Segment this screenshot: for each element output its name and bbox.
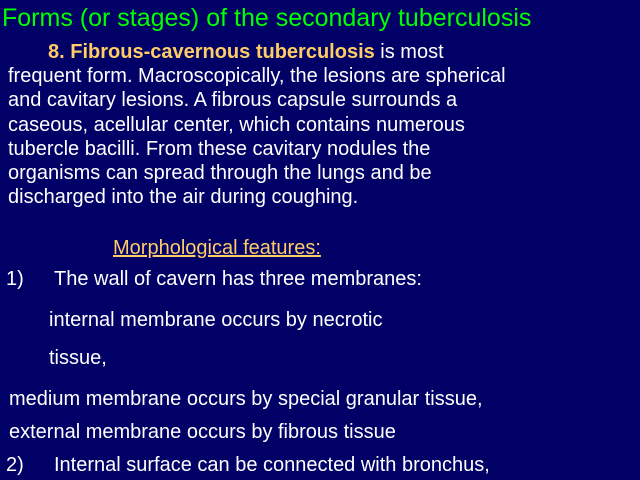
list-item-1: [6, 266, 606, 292]
paragraph-line-5: tubercle bacilli. From these cavitary nodules the: [8, 137, 431, 160]
paragraph-line-2: frequent form. Macroscopically, the lesions are spherical: [8, 65, 506, 88]
list-item-1-text: The wall of cavern has three membranes:: [54, 268, 422, 290]
morphological-features-heading: Morphological features:: [113, 237, 321, 259]
slide-title: Forms (or stages) of the secondary tuberculosis: [2, 4, 532, 32]
list-item-2-text: Internal surface can be connected with bronchus,: [54, 454, 490, 476]
fibrous-cavernous-heading: 8. Fibrous-cavernous tuberculosis: [48, 41, 375, 63]
paragraph-line-6: organisms can spread through the lungs and be: [8, 162, 432, 185]
paragraph-line-1: [8, 40, 638, 64]
internal-membrane-line-1: internal membrane occurs by necrotic: [49, 309, 383, 331]
medium-membrane-line: medium membrane occurs by special granular tissue,: [9, 388, 483, 410]
list-item-2: [6, 452, 626, 478]
internal-membrane-line-2: tissue,: [49, 347, 107, 369]
list-item-2-number: 2): [6, 454, 24, 476]
list-item-1-number: 1): [6, 268, 24, 290]
paragraph-line-3: and cavitary lesions. A fibrous capsule surrounds a: [8, 89, 458, 112]
paragraph-line-7: discharged into the air during coughing.: [8, 186, 359, 209]
description-paragraph: [8, 40, 638, 209]
paragraph-line-4: caseous, acellular center, which contains numerous: [8, 113, 465, 136]
external-membrane-line: external membrane occurs by fibrous tissue: [9, 421, 396, 443]
paragraph-line-1-rest: is most: [374, 41, 444, 63]
